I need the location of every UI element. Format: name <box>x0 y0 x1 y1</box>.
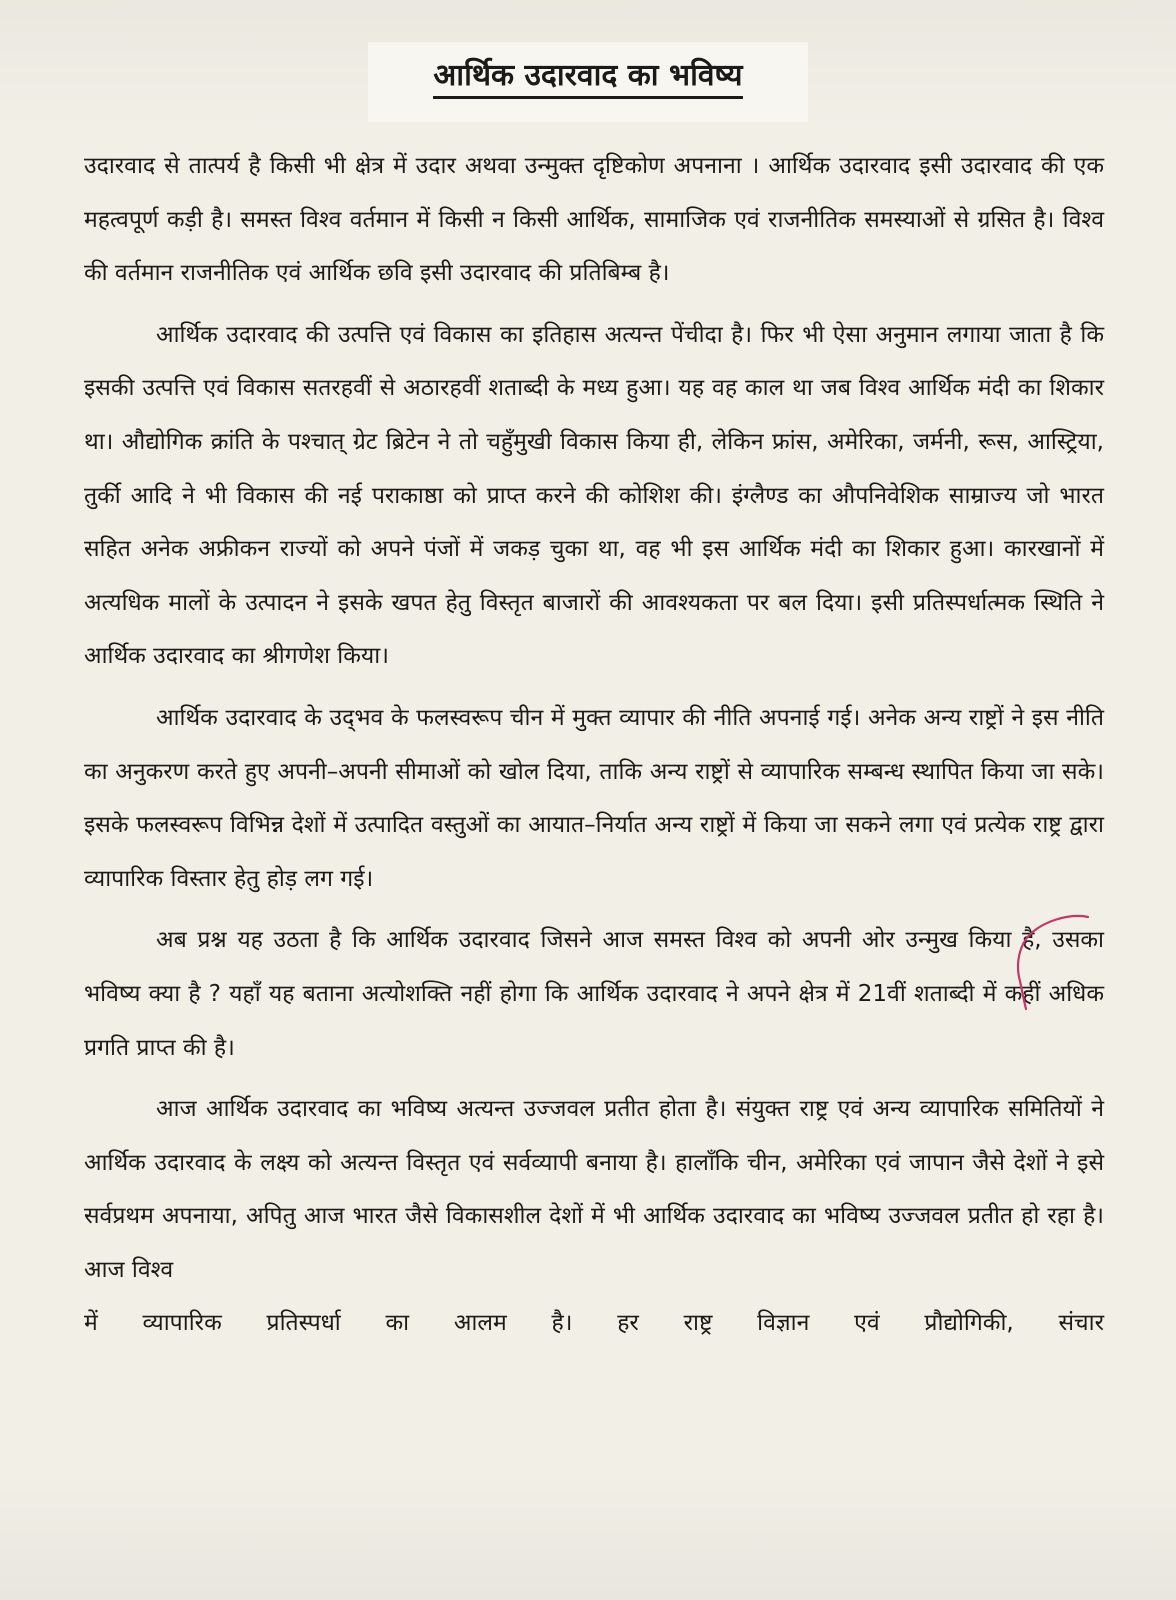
paragraph-5: आज आर्थिक उदारवाद का भविष्य अत्यन्त उज्जवल प्रतीत होता है। संयुक्त राष्ट्र एवं अन्य व्यापारिक समितियों ने आर्थिक उदारवाद के लक्ष्य को अत्यन्त विस्तृत एवं सर्वव्यापी बनाया है। हालाँकि चीन, अमेरिका एवं जापान जैसे देशों ने इसे सर्वप्रथम अपनाया, अपितु आज भारत जैसे विकासशील देशों में भी आर्थिक उदारवाद का भविष्य उज्जवल प्रतीत हो रहा है। आज विश्व <box>84 1096 1104 1283</box>
page-title <box>368 56 808 96</box>
document-body <box>84 140 1104 1351</box>
page-title-text: आर्थिक उदारवाद का भविष्य <box>433 58 742 99</box>
paragraph-2: आर्थिक उदारवाद की उत्पत्ति एवं विकास का इतिहास अत्यन्त पेंचीदा है। फिर भी ऐसा अनुमान लगाया जाता है कि इसकी उत्पत्ति एवं विकास सतरहवीं से अठारहवीं शताब्दी के मध्य हुआ। यह वह काल था जब विश्व आर्थिक मंदी का शिकार था। औद्योगिक क्रांति के पश्चात् ग्रेट ब्रिटेन ने तो चहुँमुखी विकास किया ही, लेकिन फ्रांस, अमेरिका, जर्मनी, रूस, आस्ट्रिया, तुर्की आदि ने भी विकास की नई पराकाष्ठा को प्राप्त करने की कोशिश की। इंग्लैण्ड का औपनिवेशिक साम्राज्य जो भारत सहित अनेक अफ्रीकन राज्यों को अपने पंजों में जकड़ चुका था, वह भी इस आर्थिक मंदी का शिकार हुआ। कारखानों में अत्यधिक मालों के उत्पादन ने इसके खपत हेतु विस्तृत बाजारों की आवश्यकता पर बल दिया। इसी प्रतिस्पर्धात्मक स्थिति ने आर्थिक उदारवाद का श्रीगणेश किया। <box>84 321 1104 670</box>
paragraph-4: अब प्रश्न यह उठता है कि आर्थिक उदारवाद जिसने आज समस्त विश्व को अपनी ओर उन्मुख किया है, उसका भविष्य क्या है ? यहाँ यह बताना अत्योशक्ति नहीं होगा कि आर्थिक उदारवाद ने अपने क्षेत्र में 21वीं शताब्दी में कहीं अधिक प्रगति प्राप्त की है। <box>84 927 1104 1061</box>
paragraph-continued-line: में व्यापारिक प्रतिस्पर्धा का आलम है। हर राष्ट्र विज्ञान एवं प्रौद्योगिकी, संचार <box>84 1310 1104 1337</box>
paragraph-1: उदारवाद से तात्पर्य है किसी भी क्षेत्र में उदार अथवा उन्मुक्त दृष्टिकोण अपनाना । आर्थिक उदारवाद इसी उदारवाद की एक महत्वपूर्ण कड़ी है। समस्त विश्व वर्तमान में किसी न किसी आर्थिक, सामाजिक एवं राजनीतिक समस्याओं से ग्रसित है। विश्व की वर्तमान राजनीतिक एवं आर्थिक छवि इसी उदारवाद की प्रतिबिम्ब है। <box>84 153 1104 287</box>
paragraph-3: आर्थिक उदारवाद के उद्‌भव के फलस्वरूप चीन में मुक्त व्यापार की नीति अपनाई गई। अनेक अन्य राष्ट्रों ने इस नीति का अनुकरण करते हुए अपनी–अपनी सीमाओं को खोल दिया, ताकि अन्य राष्ट्रों से व्यापारिक सम्बन्ध स्थापित किया जा सके। इसके फलस्वरूप विभिन्न देशों में उत्पादित वस्तुओं का आयात–निर्यात अन्य राष्ट्रों में किया जा सकने लगा एवं प्रत्येक राष्ट्र द्वारा व्यापारिक विस्तार हेतु होड़ लग गई। <box>84 704 1104 892</box>
